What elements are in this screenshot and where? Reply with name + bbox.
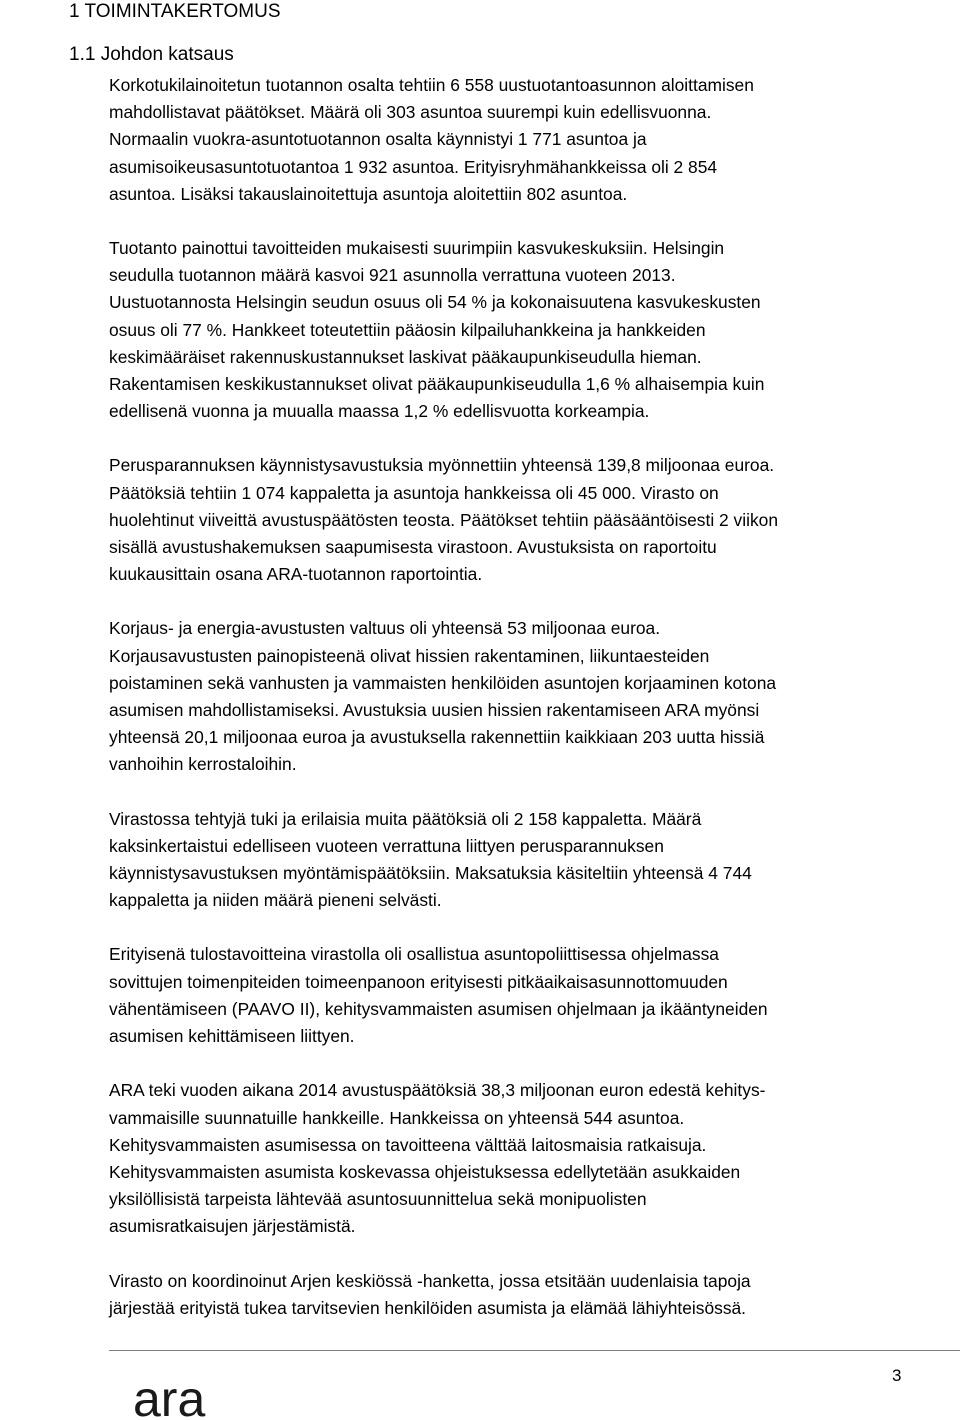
chapter-heading: 1 TOIMINTAKERTOMUS xyxy=(69,1,281,22)
page-number: 3 xyxy=(892,1366,902,1385)
text-line: huolehtinut viiveittä avustuspäätösten teosta. Päätökset tehtiin pääsääntöisesti 2 viikon xyxy=(109,509,778,530)
section-heading: 1.1 Johdon katsaus xyxy=(69,44,234,65)
document-body xyxy=(109,72,909,1349)
text-line: Kehitysvammaisten asumista koskevassa ohjeistuksessa edellytetään asukkaiden xyxy=(109,1161,741,1182)
text-line: vanhoihin kerrostaloihin. xyxy=(109,754,297,775)
text-line: Uustuotannosta Helsingin seudun osuus oli 54 % ja kokonaisuutena kasvukeskusten xyxy=(109,292,761,313)
text-line: asumisoikeusasuntotuotantoa 1 932 asuntoa. Erityisryhmähankkeissa oli 2 854 xyxy=(109,156,718,177)
text-line: Päätöksiä tehtiin 1 074 kappaletta ja asuntoja hankkeissa oli 45 000. Virasto on xyxy=(109,482,719,503)
text-line: Normaalin vuokra-asuntotuotannon osalta käynnistyi 1 771 asuntoa ja xyxy=(109,129,647,150)
text-line: sisällä avustushakemuksen saapumisesta virastoon. Avustuksista on raportoitu xyxy=(109,537,717,558)
text-line: Korjaus- ja energia-avustusten valtuus oli yhteensä 53 miljoonaa euroa. xyxy=(109,618,661,639)
paragraph xyxy=(109,615,909,778)
text-line: ARA teki vuoden aikana 2014 avustuspäätöksiä 38,3 miljoonan euron edestä kehitys- xyxy=(109,1080,766,1101)
text-line: käynnistysavustuksen myöntämispäätöksiin. Maksatuksia käsiteltiin yhteensä 4 744 xyxy=(109,863,752,884)
paragraph xyxy=(109,72,909,208)
text-line: asumisen mahdollistamiseksi. Avustuksia uusien hissien rakentamiseen ARA myönsi xyxy=(109,700,760,721)
text-line: asumisen kehittämiseen liittyen. xyxy=(109,1026,355,1047)
text-line: poistaminen sekä vanhusten ja vammaisten henkilöiden asuntojen korjaaminen kotona xyxy=(109,672,777,693)
text-line: kappaletta ja niiden määrä pieneni selvästi. xyxy=(109,890,442,911)
text-line: seudulla tuotannon määrä kasvoi 921 asunnolla verrattuna vuoteen 2013. xyxy=(109,265,676,286)
ara-logo xyxy=(133,1374,213,1420)
text-line: keskimääräiset rakennuskustannukset laskivat pääkaupunkiseudulla hieman. xyxy=(109,346,702,367)
text-line: sovittujen toimenpiteiden toimeenpanoon erityisesti pitkäaikaisasunnottomuuden xyxy=(109,971,728,992)
text-line: Virasto on koordinoinut Arjen keskiössä -hanketta, jossa etsitään uudenlaisia tapoja xyxy=(109,1270,751,1291)
text-line: kaksinkertaistui edelliseen vuoteen verrattuna liittyen perusparannuksen xyxy=(109,835,664,856)
text-line: Kehitysvammaisten asumisessa on tavoitteena välttää laitosmaisia ratkaisuja. xyxy=(109,1134,707,1155)
text-line: kuukausittain osana ARA-tuotannon raportointia. xyxy=(109,564,483,585)
text-line: vähentämiseen (PAAVO II), kehitysvammaisten asumisen ohjelmaan ja ikääntyneiden xyxy=(109,998,768,1019)
text-line: yksilöllisistä tarpeista lähtevää asuntosuunnittelua sekä monipuolisten xyxy=(109,1189,647,1210)
text-line: edellisenä vuonna ja muualla maassa 1,2 % edellisvuotta korkeampia. xyxy=(109,401,650,422)
text-line: Perusparannuksen käynnistysavustuksia myönnettiin yhteensä 139,8 miljoonaa euroa. xyxy=(109,455,775,476)
paragraph xyxy=(109,452,909,588)
text-line: Erityisenä tulostavoitteina virastolla oli osallistua asuntopoliittisessa ohjelmassa xyxy=(109,944,719,965)
text-line: Virastossa tehtyjä tuki ja erilaisia muita päätöksiä oli 2 158 kappaletta. Määrä xyxy=(109,808,702,829)
text-line: asuntoa. Lisäksi takauslainoitettuja asuntoja aloitettiin 802 asuntoa. xyxy=(109,183,628,204)
paragraph xyxy=(109,941,909,1050)
text-line: mahdollistavat päätökset. Määrä oli 303 asuntoa suurempi kuin edellisvuonna. xyxy=(109,102,712,123)
paragraph xyxy=(109,1268,909,1322)
text-line: osuus oli 77 %. Hankkeet toteutettiin pääosin kilpailuhankkeina ja hankkeiden xyxy=(109,319,706,340)
ara-logo-text: ara xyxy=(133,1374,206,1420)
text-line: Rakentamisen keskikustannukset olivat pääkaupunkiseudulla 1,6 % alhaisempia kuin xyxy=(109,374,765,395)
text-line: asumisratkaisujen järjestämistä. xyxy=(109,1216,356,1237)
paragraph xyxy=(109,1077,909,1240)
text-line: Korjausavustusten painopisteenä olivat hissien rakentaminen, liikuntaesteiden xyxy=(109,645,710,666)
paragraph xyxy=(109,235,909,425)
footer-divider xyxy=(109,1350,960,1351)
text-line: järjestää erityistä tukea tarvitsevien henkilöiden asumista ja elämää lähiyhteisössä. xyxy=(109,1297,747,1318)
text-line: Korkotukilainoitetun tuotannon osalta tehtiin 6 558 uustuotantoasunnon aloittamisen xyxy=(109,75,754,95)
text-line: yhteensä 20,1 miljoonaa euroa ja avustuksella rakennettiin kaikkiaan 203 uutta hissiä xyxy=(109,727,765,748)
text-line: Tuotanto painottui tavoitteiden mukaisesti suurimpiin kasvukeskuksiin. Helsingin xyxy=(109,238,725,259)
text-line: vammaisille suunnatuille hankkeille. Hankkeissa on yhteensä 544 asuntoa. xyxy=(109,1107,685,1128)
paragraph xyxy=(109,806,909,915)
